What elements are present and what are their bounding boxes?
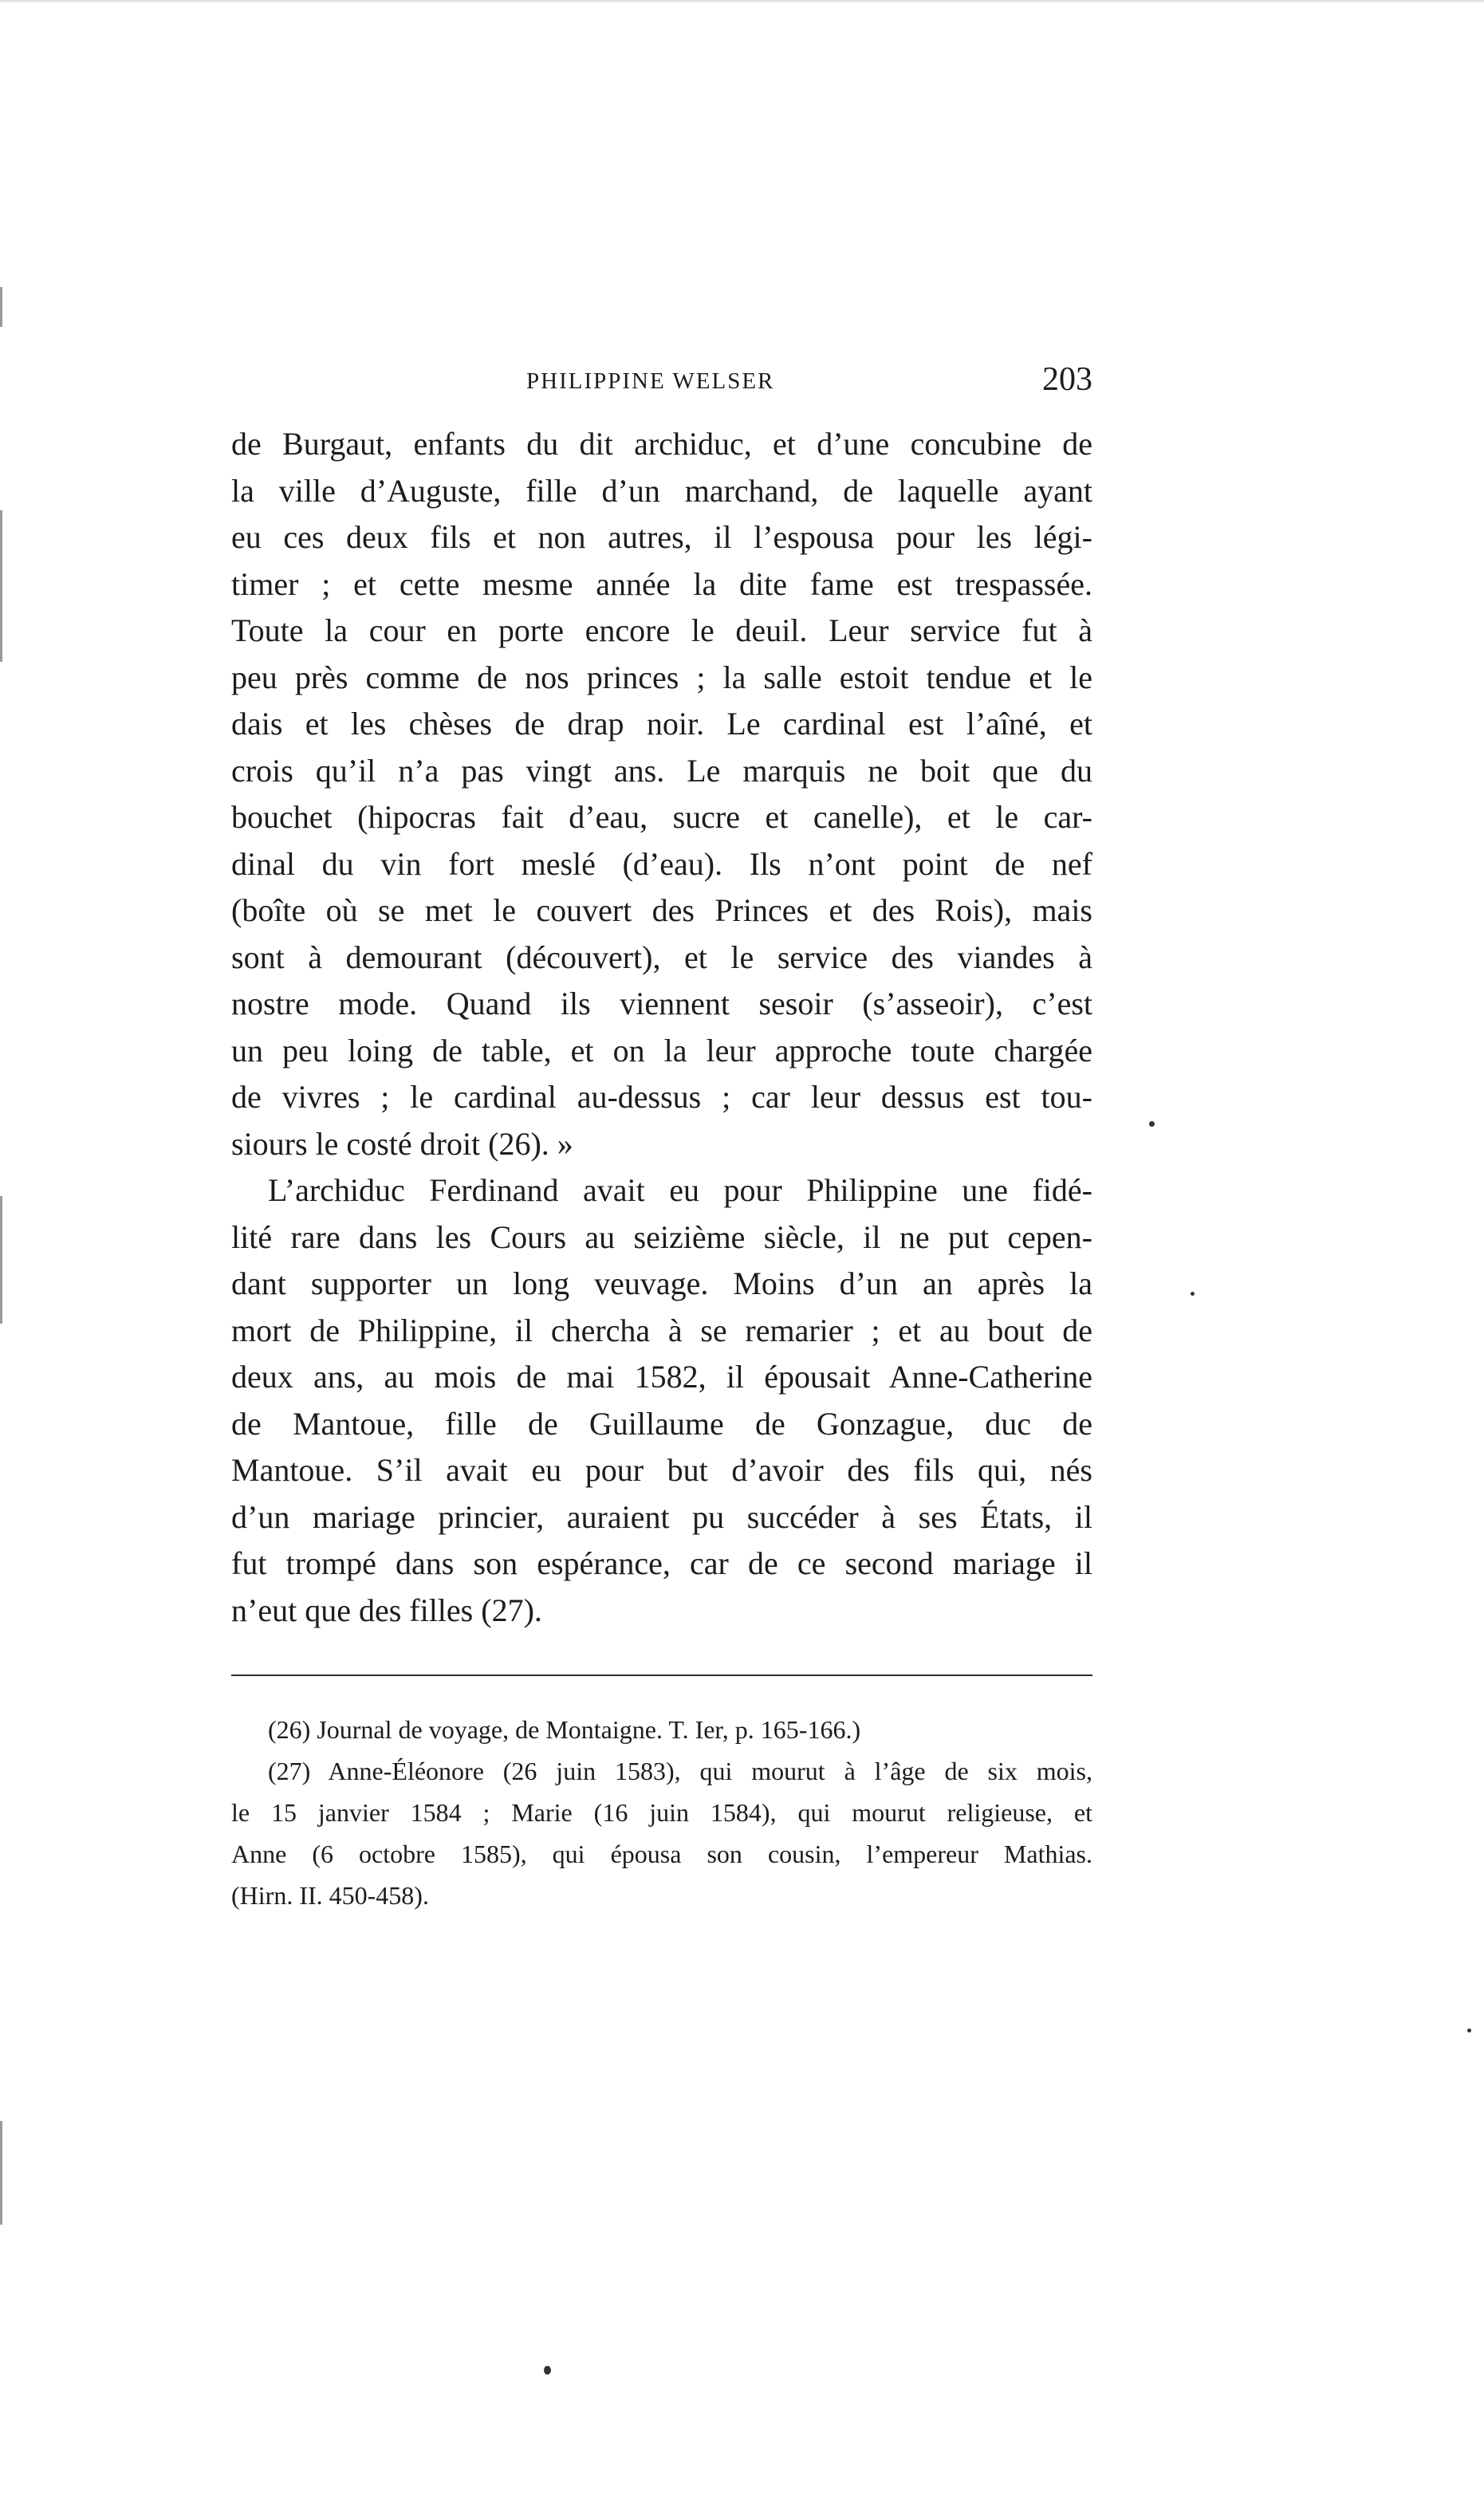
running-title: PHILIPPINE WELSER [526, 368, 775, 394]
footnote-line: (Hirn. II. 450-458). [231, 1881, 429, 1910]
text-line: dant supporter un long veuvage. Moins d’un an après la [231, 1265, 1092, 1301]
text-line: crois qu’il n’a pas vingt ans. Le marquis ne boit que du [231, 752, 1092, 789]
scan-speck [1149, 1121, 1155, 1127]
text-line: n’eut que des filles (27). [231, 1592, 542, 1628]
text-line: de Mantoue, fille de Guillaume de Gonzague, duc de [231, 1405, 1092, 1442]
text-line: un peu loing de table, et on la leur approche toute chargée [231, 1032, 1092, 1068]
footnote-line: Anne (6 octobre 1585), qui épousa son cousin, l’empereur Mathias. [231, 1840, 1092, 1868]
main-text [231, 421, 1092, 1634]
footnote-27: (27) Anne-Éléonore (26 juin 1583), qui mourut à l’âge de six mois, [268, 1757, 1092, 1785]
page-number: 203 [1042, 361, 1092, 398]
text-line: de vivres ; le cardinal au-dessus ; car leur dessus est tou- [231, 1079, 1092, 1115]
text-line: bouchet (hipocras fait d’eau, sucre et canelle), et le car- [231, 799, 1092, 835]
footnote-26: (26) Journal de voyage, de Montaigne. T. Ier, p. 165-166.) [268, 1715, 861, 1744]
text-line: de Burgaut, enfants du dit archiduc, et d’une concubine de [231, 426, 1092, 462]
footnote-line: le 15 janvier 1584 ; Marie (16 juin 1584), qui mourut religieuse, et [231, 1798, 1092, 1827]
text-line: nostre mode. Quand ils viennent sesoir (s’asseoir), c’est [231, 986, 1092, 1021]
text-line: eu ces deux fils et non autres, il l’espousa pour les légi- [231, 519, 1092, 555]
footnotes [231, 1709, 1092, 1916]
text-line: sont à demourant (découvert), et le service des viandes à [231, 939, 1092, 975]
text-line: d’un mariage princier, auraient pu succéder à ses États, il [231, 1498, 1092, 1535]
text-line: peu près comme de nos princes ; la salle estoit tendue et le [231, 659, 1092, 695]
text-line: (boîte où se met le couvert des Princes et des Rois), mais [231, 892, 1092, 928]
text-line: dinal du vin fort meslé (d’eau). Ils n’ont point de nef [231, 845, 1092, 882]
scan-speck [1467, 2029, 1471, 2033]
text-line: deux ans, au mois de mai 1582, il épousait Anne-Catherine [231, 1359, 1092, 1395]
text-line: lité rare dans les Cours au seizième siècle, il ne put cepen- [231, 1218, 1092, 1255]
scan-margin-mark [0, 287, 2, 327]
scan-top-edge [0, 0, 1484, 3]
text-line: la ville d’Auguste, fille d’un marchand, de laquelle ayant [231, 472, 1092, 509]
text-line: mort de Philippine, il chercha à se remarier ; et au bout de [231, 1312, 1092, 1348]
scan-margin-mark [0, 1196, 2, 1324]
text-line: siours le costé droit (26). » [231, 1125, 573, 1162]
scan-speck [1191, 1292, 1195, 1296]
text-line: Toute la cour en porte encore le deuil. Leur service fut à [231, 612, 1092, 648]
text-line: timer ; et cette mesme année la dite fame est trespassée. [231, 565, 1092, 602]
text-line: Mantoue. S’il avait eu pour but d’avoir des fils qui, nés [231, 1452, 1092, 1488]
scan-margin-mark [0, 510, 2, 662]
text-line: fut trompé dans son espérance, car de ce second mariage il [231, 1545, 1092, 1581]
paragraph-start-line: L’archiduc Ferdinand avait eu pour Philippine une fidé- [268, 1172, 1092, 1208]
scan-margin-mark [0, 2121, 2, 2225]
footnote-separator [231, 1674, 1092, 1676]
scan-speck [544, 2366, 551, 2375]
text-line: dais et les chèses de drap noir. Le cardinal est l’aîné, et [231, 706, 1092, 742]
page-header [231, 360, 1092, 408]
